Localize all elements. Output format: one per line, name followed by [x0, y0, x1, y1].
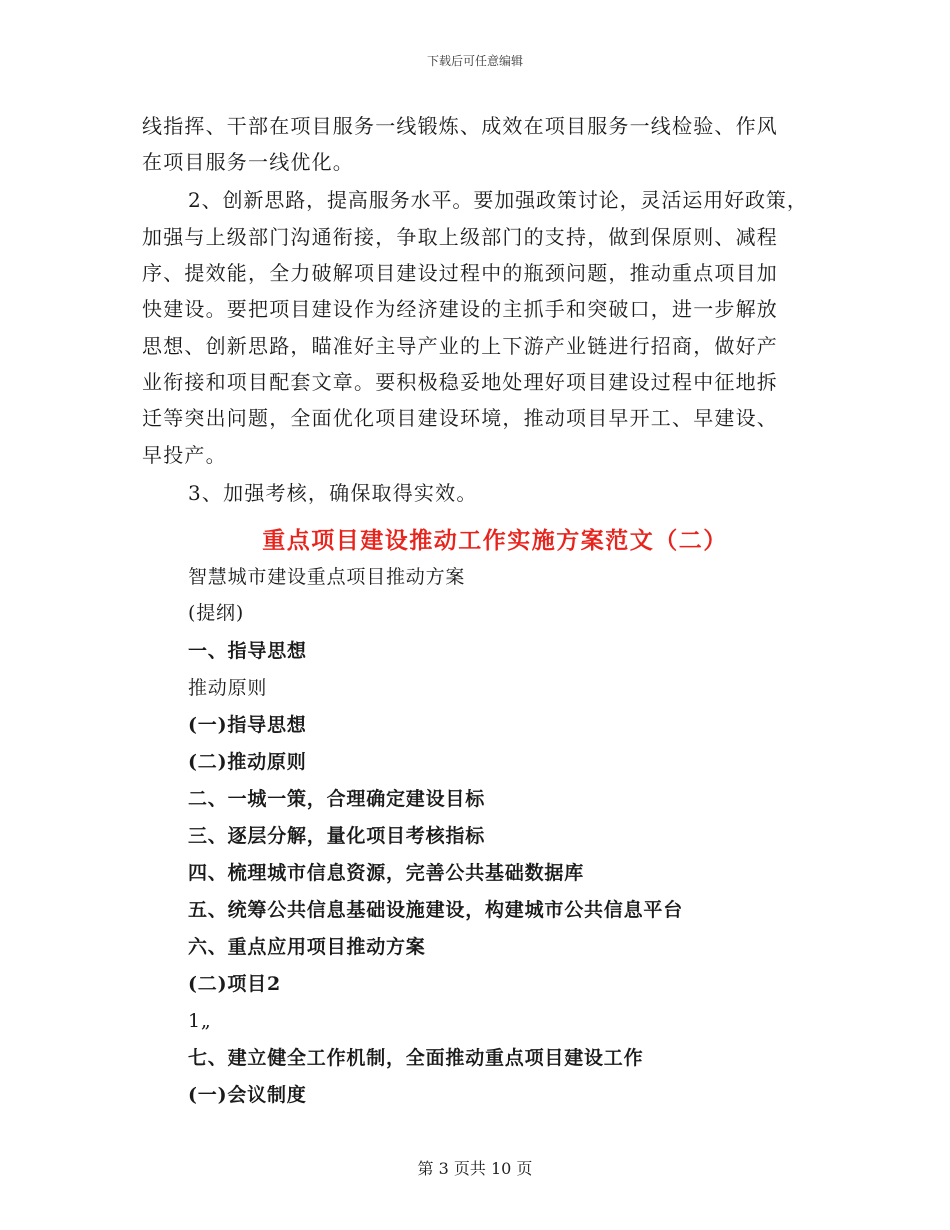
page-footer: 第 3 页共 10 页 — [417, 1159, 533, 1178]
outline-item: (二)推动原则 — [188, 751, 307, 773]
outline-item: (一)指导思想 — [188, 714, 307, 736]
paragraph-line: 3、加强考核，确保取得实效。 — [188, 481, 478, 505]
paragraph-line: 快建设。要把项目建设作为经济建设的主抓手和突破口，进一步解放 — [142, 297, 778, 321]
outline-item: (二)项目2 — [188, 973, 281, 995]
outline-item: 三、逐层分解，量化项目考核指标 — [188, 825, 486, 847]
paragraph-line: 2、创新思路，提高服务水平。要加强政策讨论，灵活运用好政策， — [188, 188, 808, 212]
paragraph-line: 序、提效能，全力破解项目建设过程中的瓶颈问题，推动重点项目加 — [142, 261, 778, 285]
paragraph-line: 在项目服务一线优化。 — [142, 150, 354, 174]
page-header: 下载后可任意编辑 — [426, 54, 523, 68]
section-title: 重点项目建设推动工作实施方案范文（二） — [262, 527, 728, 554]
outline-item: (一)会议制度 — [188, 1084, 307, 1106]
outline-item: 六、重点应用项目推动方案 — [188, 936, 426, 958]
paragraph-line: 迁等突出问题，全面优化项目建设环境，推动项目早开工、早建设、 — [142, 406, 778, 430]
outline-item: 推动原则 — [188, 677, 268, 699]
paragraph-line: 业衔接和项目配套文章。要积极稳妥地处理好项目建设过程中征地拆 — [142, 370, 778, 394]
outline-item: 一、指导思想 — [188, 640, 307, 662]
paragraph-line: 加强与上级部门沟通衔接，争取上级部门的支持，做到保原则、减程 — [142, 225, 778, 249]
outline-item: 二、一城一策，合理确定建设目标 — [188, 788, 486, 810]
paragraph-line: 线指挥、干部在项目服务一线锻炼、成效在项目服务一线检验、作风 — [142, 114, 778, 138]
outline-label: (提纲) — [188, 602, 245, 624]
outline-item: 五、统筹公共信息基础设施建设，构建城市公共信息平台 — [188, 899, 684, 921]
outline-item: 1„ — [188, 1010, 212, 1032]
document-subtitle: 智慧城市建设重点项目推动方案 — [188, 566, 466, 588]
outline-item: 四、梳理城市信息资源，完善公共基础数据库 — [188, 862, 585, 884]
paragraph-line: 早投产。 — [142, 443, 227, 467]
outline-item: 七、建立健全工作机制，全面推动重点项目建设工作 — [188, 1047, 644, 1069]
paragraph-line: 思想、创新思路，瞄准好主导产业的上下游产业链进行招商，做好产 — [142, 334, 778, 358]
